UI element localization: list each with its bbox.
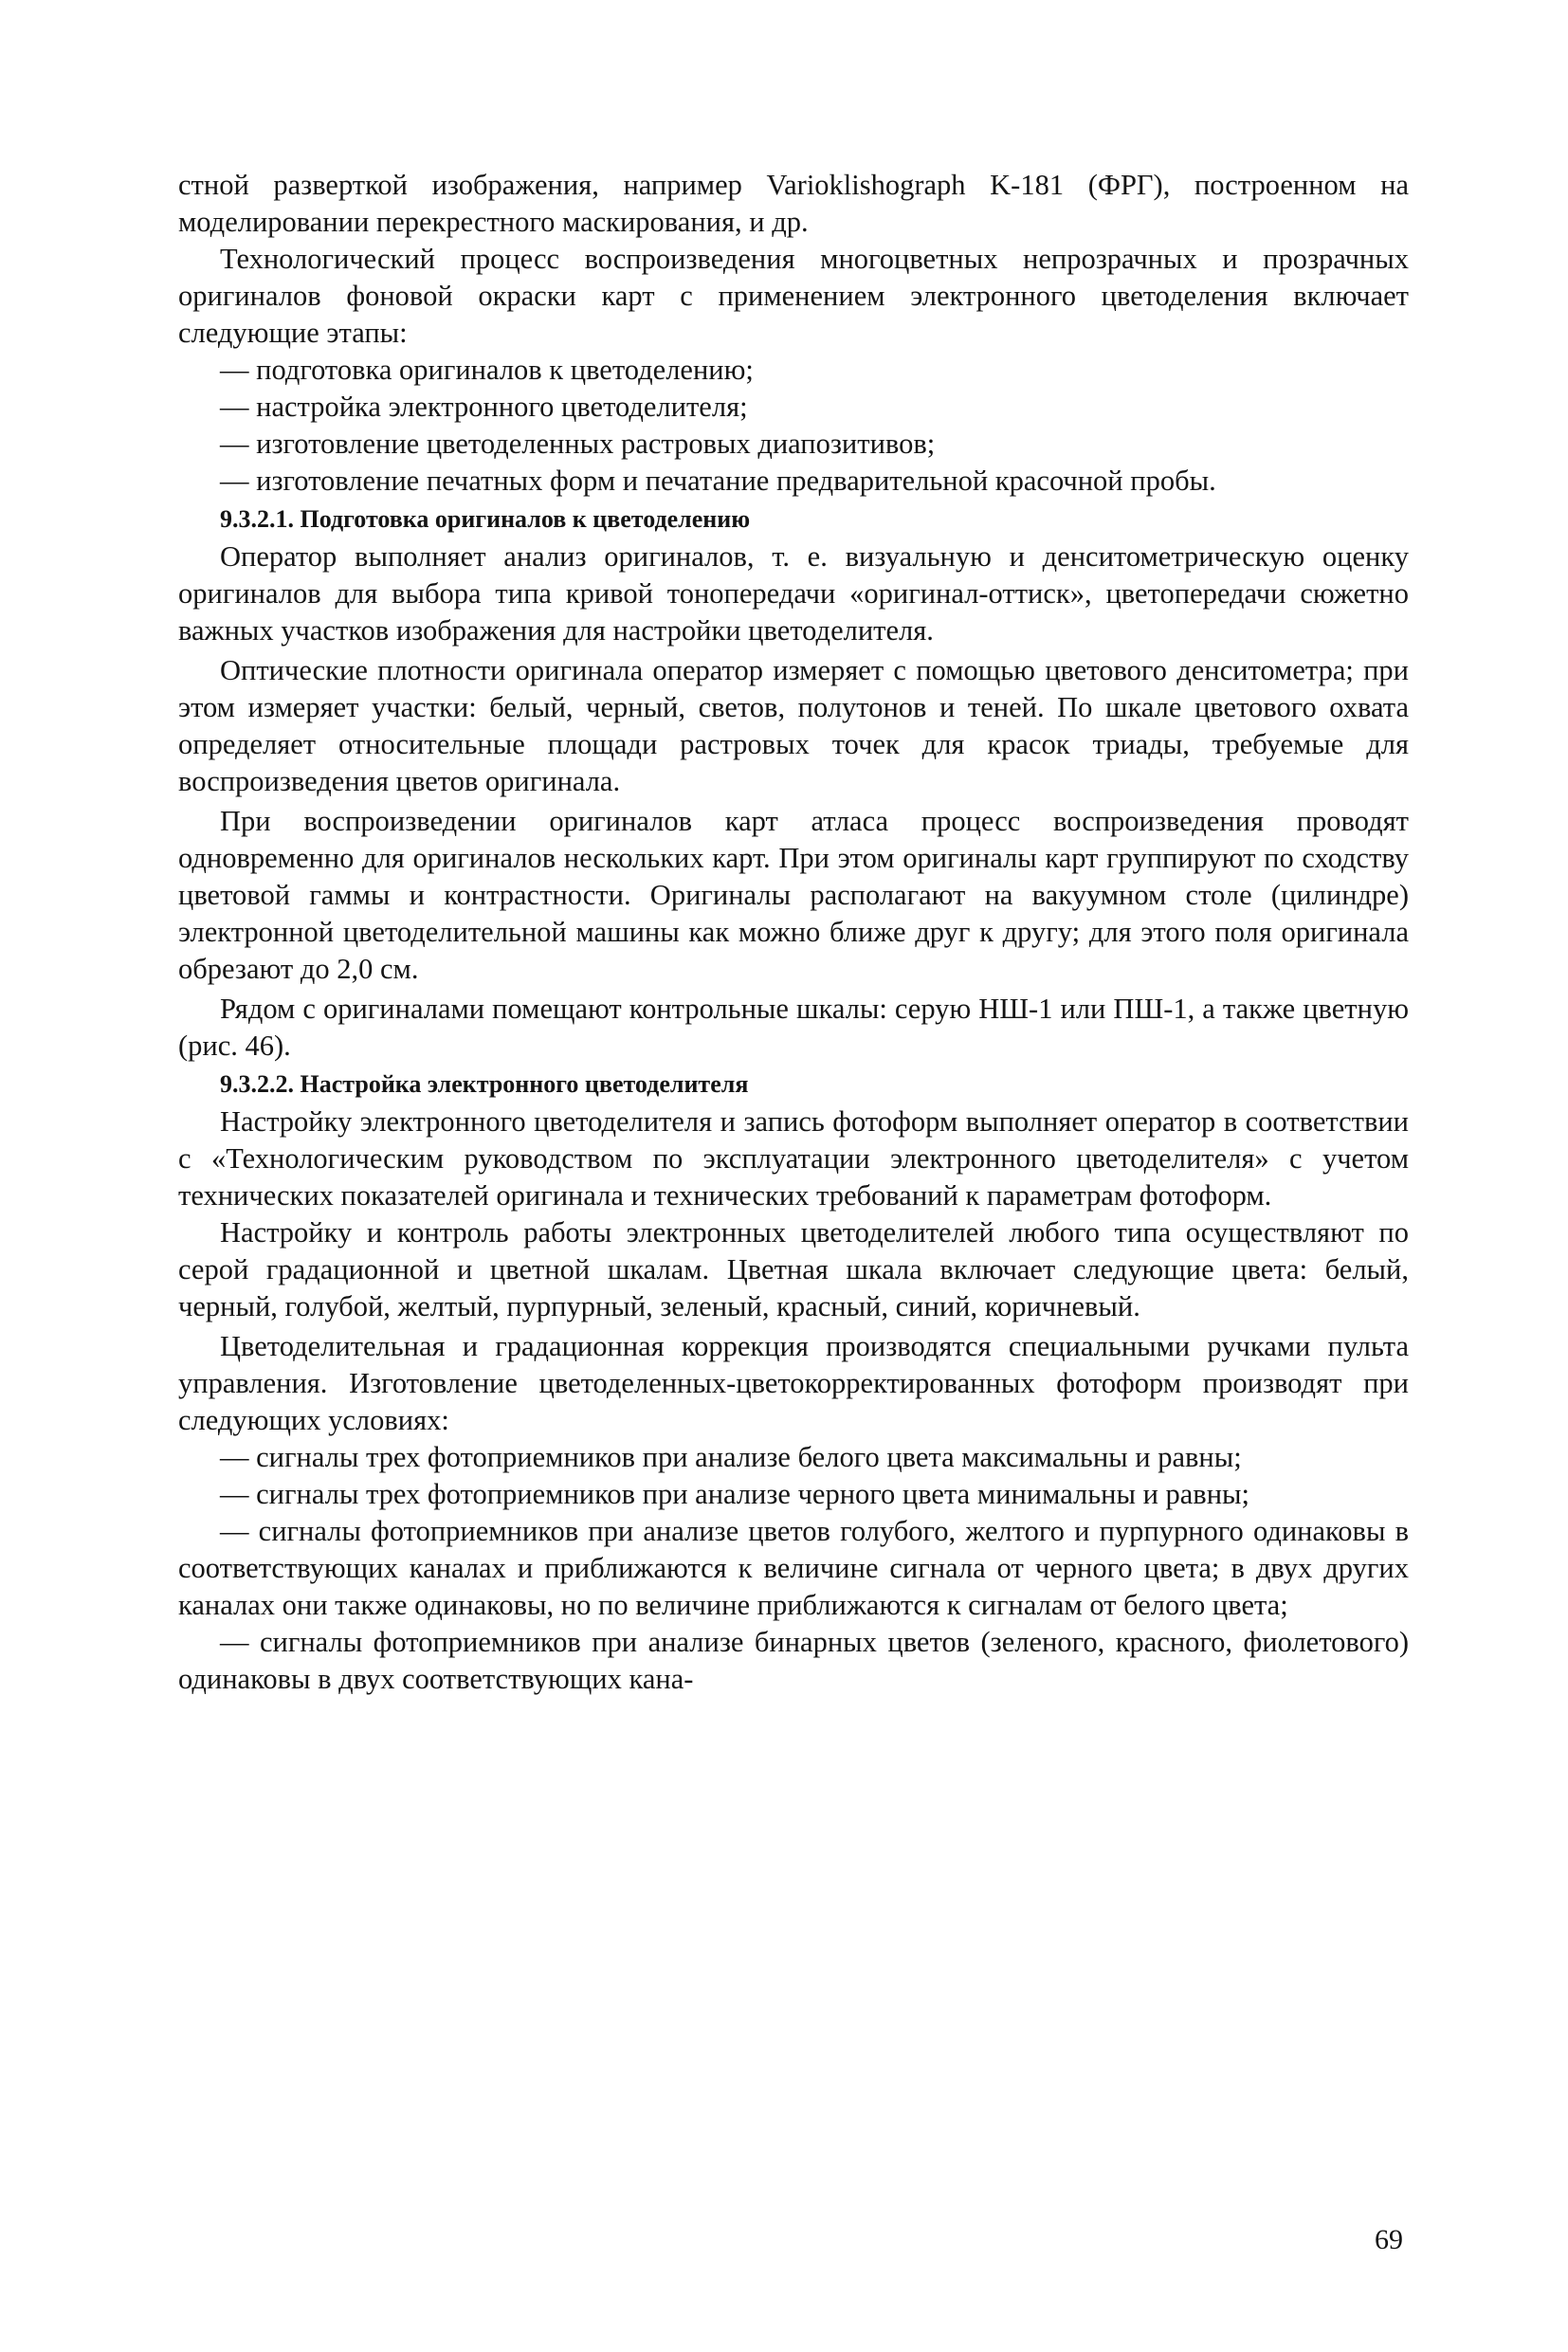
list-item: — настройка электронного цветоделителя;: [220, 391, 748, 423]
list-item: — сигналы фотоприемников при анализе бинарных цветов (зеленого, красного, фиолетового) одинаковы в двух соответствующих кана-: [178, 1626, 1409, 1695]
section-heading: 9.3.2.1. Подготовка оригиналов к цветоделению: [220, 505, 751, 533]
paragraph: Оптические плотности оригинала оператор измеряет с помощью цветового денситометра; при этом измеряет участки: белый, черный, светов, полутонов и теней. По шкале цветового охвата определяет относительные площади растровых точек для красок триады, требуемые для воспроизведения цветов оригинала.: [178, 654, 1409, 797]
section-heading: 9.3.2.2. Настройка электронного цветоделителя: [220, 1070, 749, 1098]
paragraph: Настройку и контроль работы электронных цветоделителей любого типа осуществляют по серой градационной и цветной шкалам. Цветная шкала включает следующие цвета: белый, черный, голубой, желтый, пурпурный, зеленый, красный, синий, коричневый.: [178, 1216, 1409, 1322]
list-item: — подготовка оригиналов к цветоделению;: [220, 354, 754, 386]
paragraph: При воспроизведении оригиналов карт атласа процесс воспроизведения проводят одновременно для оригиналов нескольких карт. При этом оригиналы карт группируют по сходству цветовой гаммы и контрастности. Оригиналы располагают на вакуумном столе (цилиндре) электронной цветоделительной машины как можно ближе друг к другу; для этого поля оригинала обрезают до 2,0 см.: [178, 805, 1409, 985]
paragraph: Оператор выполняет анализ оригиналов, т. е. визуальную и денситометрическую оценку оригиналов для выбора типа кривой тонопередачи «оригинал-оттиск», цветопередачи сюжетно важных участков изображения для настройки цветоделителя.: [178, 540, 1409, 647]
list-item: — сигналы фотоприемников при анализе цветов голубого, желтого и пурпурного одинаковы в соответствующих каналах и приближаются к величине сигнала от черного цвета; в двух других каналах они также одинаковы, но по величине приближаются к сигналам от белого цвета;: [178, 1515, 1409, 1621]
list-item: — изготовление печатных форм и печатание предварительной красочной пробы.: [220, 465, 1216, 497]
paragraph: Рядом с оригиналами помещают контрольные шкалы: серую НШ-1 или ПШ-1, а также цветную (рис. 46).: [178, 993, 1409, 1062]
paragraph: Настройку электронного цветоделителя и запись фотоформ выполняет оператор в соответствии с «Технологическим руководством по эксплуатации электронного цветоделителя» с учетом технических показателей оригинала и технических требований к параметрам фотоформ.: [178, 1105, 1409, 1212]
list-item: — сигналы трех фотоприемников при анализе белого цвета максимальны и равны;: [220, 1441, 1242, 1473]
page-body: [178, 167, 1409, 1698]
paragraph: Технологический процесс воспроизведения многоцветных непрозрачных и прозрачных оригиналов фоновой окраски карт с применением электронного цветоделения включает следующие этапы:: [178, 243, 1409, 349]
list-item: — сигналы трех фотоприемников при анализе черного цвета минимальны и равны;: [220, 1478, 1249, 1510]
list-item: — изготовление цветоделенных растровых диапозитивов;: [220, 428, 936, 460]
paragraph: Цветоделительная и градационная коррекция производятся специальными ручками пульта управления. Изготовление цветоделенных-цветокорректированных фотоформ производят при следующих условиях:: [178, 1330, 1409, 1436]
page-number: 69: [1375, 2224, 1403, 2255]
paragraph: стной разверткой изображения, например Varioklishograph K-181 (ФРГ), построенном на моделировании перекрестного маскирования, и др.: [178, 169, 1409, 238]
